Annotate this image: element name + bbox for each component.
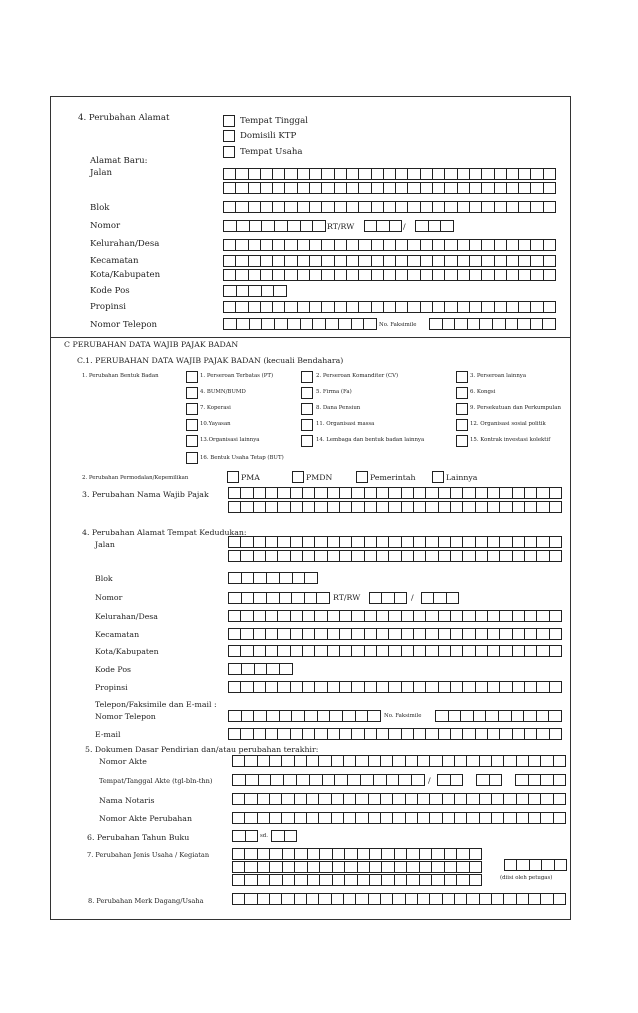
label-propinsi: Propinsi — [90, 302, 127, 312]
checkbox-bentuk-2[interactable] — [301, 371, 313, 383]
label-faksimile: No. Faksimile — [379, 322, 417, 328]
jenis-usaha-input-row1[interactable] — [232, 848, 482, 860]
bentuk-option-5: 5. Firma (Fa) — [316, 389, 352, 395]
label-kelurahan-c: Kelurahan/Desa — [95, 612, 158, 621]
kota-input[interactable] — [223, 269, 556, 281]
rt-input[interactable] — [364, 220, 402, 232]
bentuk-option-13: 13.Organisasi lainnya — [200, 437, 260, 443]
tempat-akte-input[interactable] — [232, 774, 425, 786]
checkbox-tempat-tinggal[interactable] — [223, 115, 235, 127]
label-jalan-c: Jalan — [95, 540, 115, 549]
rt-c-input[interactable] — [369, 592, 407, 604]
option-tempat-usaha: Tempat Usaha — [240, 147, 303, 157]
jalan-input-row2[interactable] — [223, 182, 556, 194]
blok-c-input[interactable] — [228, 572, 318, 584]
bentuk-option-12: 12. Organisasi sosial politik — [470, 421, 546, 427]
label-dokumen: 5. Dokumen Dasar Pendirian dan/atau perubahan terakhir: — [85, 745, 319, 754]
sec4-title: 4. Perubahan Alamat — [78, 113, 170, 123]
checkbox-bentuk-1[interactable] — [186, 371, 198, 383]
option-pmdn: PMDN — [306, 473, 333, 482]
checkbox-bentuk-3[interactable] — [456, 371, 468, 383]
checkbox-bentuk-14[interactable] — [301, 435, 313, 447]
nomor-input[interactable] — [223, 220, 326, 232]
email-input[interactable] — [228, 728, 562, 740]
notaris-input[interactable] — [232, 793, 566, 805]
label-akte-perubahan: Nomor Akte Perubahan — [99, 814, 192, 823]
label-permodalan: 2. Perubahan Permodalan/Kepemilikan — [82, 475, 189, 481]
checkbox-bentuk-7[interactable] — [186, 403, 198, 415]
checkbox-tempat-usaha[interactable] — [223, 146, 235, 158]
label-nomor-akte: Nomor Akte — [99, 757, 147, 766]
jalan-c-input-row1[interactable] — [228, 536, 562, 548]
label-tempat-tgl: Tempat/Tanggal Akte (tgl-bln-thn) — [99, 777, 213, 785]
label-tahun-buku: 6. Perubahan Tahun Buku — [87, 833, 190, 842]
checkbox-bentuk-4[interactable] — [186, 387, 198, 399]
label-diisi-petugas: (diisi oleh petugas) — [500, 875, 553, 881]
jenis-usaha-input-row2[interactable] — [232, 861, 482, 873]
checkbox-bentuk-11[interactable] — [301, 419, 313, 431]
option-lainnya: Lainnya — [446, 473, 478, 482]
checkbox-bentuk-15[interactable] — [456, 435, 468, 447]
rtrw-slash: / — [403, 222, 406, 231]
bentuk-option-14: 14. Lembaga dan bentuk badan lainnya — [316, 437, 425, 443]
akte-perubahan-input[interactable] — [232, 812, 566, 824]
label-jalan: Jalan — [90, 168, 112, 178]
faksimile-c-input[interactable] — [435, 710, 562, 722]
kode-klu-input[interactable] — [504, 859, 567, 871]
label-kota-c: Kota/Kabupaten — [95, 647, 159, 656]
option-domisili-ktp: Domisili KTP — [240, 131, 297, 141]
rw-c-input[interactable] — [421, 592, 459, 604]
bentuk-option-1: 1. Perseroan Terbatas (PT) — [200, 373, 274, 379]
label-blok-c: Blok — [95, 574, 113, 583]
kodepos-c-input[interactable] — [228, 663, 293, 675]
tempat-tgl-slash: / — [428, 776, 431, 785]
checkbox-pemerintah[interactable] — [356, 471, 368, 483]
propinsi-c-input[interactable] — [228, 681, 562, 693]
label-kelurahan: Kelurahan/Desa — [90, 239, 160, 249]
checkbox-bentuk-8[interactable] — [301, 403, 313, 415]
label-nama-wp: 3. Perubahan Nama Wajib Pajak — [82, 490, 209, 499]
nomor-akte-input[interactable] — [232, 755, 566, 767]
checkbox-bentuk-5[interactable] — [301, 387, 313, 399]
option-pemerintah: Pemerintah — [370, 473, 416, 482]
label-alamat-baru: Alamat Baru: — [90, 156, 148, 166]
kelurahan-input[interactable] — [223, 239, 556, 251]
bentuk-option-10: 10.Yayasan — [200, 421, 231, 427]
tahun-buku-to-input[interactable] — [271, 830, 297, 842]
label-kota: Kota/Kabupaten — [90, 270, 161, 280]
kota-c-input[interactable] — [228, 645, 562, 657]
label-kecamatan: Kecamatan — [90, 256, 139, 266]
checkbox-bentuk-12[interactable] — [456, 419, 468, 431]
label-propinsi-c: Propinsi — [95, 683, 128, 692]
blok-input[interactable] — [223, 201, 556, 213]
checkbox-bentuk-13[interactable] — [186, 435, 198, 447]
label-telepon: Nomor Telepon — [90, 320, 158, 330]
checkbox-domisili-ktp[interactable] — [223, 130, 235, 142]
label-email: E-mail — [95, 730, 121, 739]
option-pma: PMA — [241, 473, 260, 482]
bentuk-option-11: 11. Organisasi massa — [316, 421, 375, 427]
bentuk-option-15: 15. Kontrak investasi kolektif — [470, 437, 551, 443]
label-faksimile-c: No. Faksimile — [384, 713, 422, 719]
option-tempat-tinggal: Tempat Tinggal — [240, 116, 308, 126]
nama-wp-input-row2[interactable] — [228, 501, 562, 513]
bentuk-option-7: 7. Koperasi — [200, 405, 231, 411]
label-kedudukan: 4. Perubahan Alamat Tempat Kedudukan: — [82, 528, 247, 537]
jenis-usaha-input-row3[interactable] — [232, 874, 482, 886]
bentuk-option-2: 2. Perseroan Komanditer (CV) — [316, 373, 399, 379]
label-nomor-c: Nomor — [95, 593, 123, 602]
label-jenis-usaha: 7. Perubahan Jenis Usaha / Kegiatan — [87, 851, 210, 859]
label-blok: Blok — [90, 203, 110, 213]
thn-input[interactable] — [515, 774, 566, 786]
label-bentuk-badan: 1. Perubahan Bentuk Badan — [82, 373, 159, 379]
faksimile-input[interactable] — [429, 318, 556, 330]
bentuk-option-9: 9. Persekutuan dan Perkumpulan — [470, 405, 561, 411]
kecamatan-c-input[interactable] — [228, 628, 562, 640]
checkbox-bentuk-10[interactable] — [186, 419, 198, 431]
kecamatan-input[interactable] — [223, 255, 556, 267]
label-telfax: Telepon/Faksimile dan E-mail : — [95, 700, 217, 709]
jalan-input-row1[interactable] — [223, 168, 556, 180]
label-merk: 8. Perubahan Merk Dagang/Usaha — [88, 897, 204, 905]
bentuk-option-6: 6. Kongsi — [470, 389, 496, 395]
bln-input[interactable] — [476, 774, 502, 786]
checkbox-bentuk-6[interactable] — [456, 387, 468, 399]
nomor-c-input[interactable] — [228, 592, 330, 604]
tgl-input[interactable] — [437, 774, 463, 786]
label-kodepos: Kode Pos — [90, 286, 130, 296]
nama-wp-input-row1[interactable] — [228, 487, 562, 499]
label-nomor: Nomor — [90, 221, 121, 231]
tahun-buku-from-input[interactable] — [232, 830, 258, 842]
kelurahan-c-input[interactable] — [228, 610, 562, 622]
telepon-c-input[interactable] — [228, 710, 381, 722]
rtrw-c-slash: / — [411, 593, 414, 602]
telepon-input[interactable] — [223, 318, 377, 330]
checkbox-bentuk-9[interactable] — [456, 403, 468, 415]
sec-c1-title: C.1. PERUBAHAN DATA WAJIB PAJAK BADAN (kecuali Bendahara) — [77, 356, 344, 365]
label-sd: sd. — [260, 833, 268, 839]
jalan-c-input-row2[interactable] — [228, 550, 562, 562]
label-telepon-c: Nomor Telepon — [95, 712, 156, 721]
label-kecamatan-c: Kecamatan — [95, 630, 140, 639]
propinsi-input[interactable] — [223, 301, 556, 313]
checkbox-pmdn[interactable] — [292, 471, 304, 483]
label-rtrw: RT/RW — [327, 222, 355, 231]
checkbox-lainnya[interactable] — [432, 471, 444, 483]
label-rtrw-c: RT/RW — [333, 593, 361, 602]
bentuk-option-8: 8. Dana Pensiun — [316, 405, 361, 411]
checkbox-bentuk-16[interactable] — [186, 452, 198, 464]
label-notaris: Nama Notaris — [99, 796, 155, 805]
checkbox-pma[interactable] — [227, 471, 239, 483]
sec-c-title: C PERUBAHAN DATA WAJIB PAJAK BADAN — [64, 340, 239, 349]
kodepos-input[interactable] — [223, 285, 287, 297]
rw-input[interactable] — [415, 220, 454, 232]
bentuk-option-16: 16. Bentuk Usaha Tetap (BUT) — [200, 455, 284, 461]
label-kodepos-c: Kode Pos — [95, 665, 132, 674]
merk-input[interactable] — [232, 893, 566, 905]
bentuk-option-3: 3. Perseroan lainnya — [470, 373, 527, 379]
bentuk-option-4: 4. BUMN/BUMD — [200, 389, 246, 395]
section-divider — [50, 337, 571, 338]
